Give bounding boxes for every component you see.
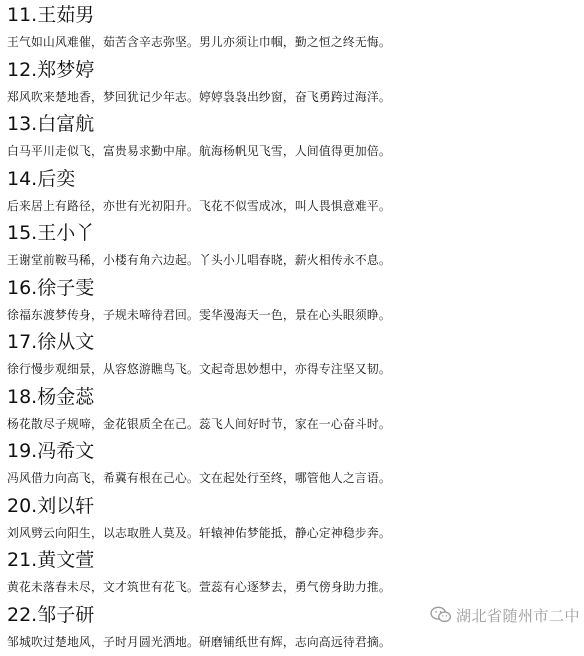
entry-heading	[7, 547, 582, 574]
watermark	[427, 604, 580, 626]
entry-number: 11.	[7, 4, 37, 26]
entry-name: 徐子雯	[37, 277, 94, 299]
entry-name: 黄文萱	[37, 549, 94, 571]
entry-number: 15.	[7, 222, 37, 244]
entry-name: 后奕	[37, 168, 75, 190]
entry-name: 邹子研	[37, 604, 94, 626]
watermark-text: 湖北省随州市二中	[456, 605, 580, 626]
poem-entry	[7, 384, 582, 439]
entry-heading	[7, 2, 582, 29]
entry-number: 22.	[7, 604, 37, 626]
entry-verse: 黄花未落春未尽，文才筑世有花飞。萱蕊有心逐梦去，勇气傍身助力推。	[7, 574, 582, 602]
entry-number: 19.	[7, 440, 37, 462]
poem-entry	[7, 275, 582, 330]
entry-heading	[7, 275, 582, 302]
entry-number: 16.	[7, 277, 37, 299]
poem-entry	[7, 547, 582, 602]
entry-verse: 王谢堂前鞍马稀，小楼有角六边起。丫头小儿唱春晓，薪火相传永不息。	[7, 247, 582, 275]
entry-number: 18.	[7, 386, 37, 408]
entry-verse: 冯风借力向高飞，希冀有根在己心。文在起处行至终，哪管他人之言语。	[7, 465, 582, 493]
poem-entry	[7, 2, 582, 57]
poem-entry	[7, 57, 582, 112]
entry-name: 刘以轩	[37, 495, 94, 517]
entry-heading	[7, 384, 582, 411]
entry-number: 13.	[7, 113, 37, 135]
entry-verse: 徐福东渡梦传身，子规未啼待君回。雯华漫海天一色，景在心头眼须睁。	[7, 302, 582, 330]
entry-heading	[7, 57, 582, 84]
entry-name: 郑梦婷	[37, 59, 94, 81]
entry-number: 14.	[7, 168, 37, 190]
poem-entry	[7, 493, 582, 548]
entry-number: 20.	[7, 495, 37, 517]
entry-name: 杨金蕊	[37, 386, 94, 408]
entry-verse: 白马平川走似飞，富贵易求勤中扉。航海杨帆见飞雪，人间值得更加倍。	[7, 138, 582, 166]
entry-name: 王小丫	[37, 222, 94, 244]
entry-verse: 郑风吹来楚地香，梦回犹记少年志。婷婷袅袅出纱窗，奋飞勇跨过海洋。	[7, 84, 582, 112]
entry-verse: 王气如山风难催，茹苦含辛志弥坚。男儿亦须让巾帼，勤之恒之终无悔。	[7, 29, 582, 57]
poem-entry	[7, 166, 582, 221]
entry-name: 冯希文	[37, 440, 94, 462]
poem-entry	[7, 111, 582, 166]
entry-verse: 徐行慢步观细景，从容悠游瞧鸟飞。文起奇思妙想中，亦得专注坚又韧。	[7, 356, 582, 384]
entry-heading	[7, 220, 582, 247]
poem-list	[7, 2, 582, 656]
entry-verse: 刘风劈云向阳生，以志取胜人莫及。轩辕神佑梦能抵，静心定神稳步奔。	[7, 520, 582, 548]
poem-entry	[7, 220, 582, 275]
entry-name: 徐从文	[37, 331, 94, 353]
entry-verse: 杨花散尽子规啼，金花银质全在己。蕊飞人间好时节，家在一心奋斗时。	[7, 411, 582, 439]
entry-heading	[7, 111, 582, 138]
entry-name: 白富航	[37, 113, 94, 135]
entry-verse: 后来居上有路径，亦世有光初阳升。飞花不似雪成冰，叫人畏惧意难平。	[7, 193, 582, 221]
entry-heading	[7, 329, 582, 356]
entry-heading	[7, 166, 582, 193]
entry-number: 17.	[7, 331, 37, 353]
poem-entry	[7, 329, 582, 384]
poem-entry	[7, 438, 582, 493]
entry-heading	[7, 493, 582, 520]
entry-number: 12.	[7, 59, 37, 81]
entry-name: 王茹男	[37, 4, 94, 26]
entry-verse: 邹城吹过楚地风，子时月圆光洒地。研磨铺纸世有辉，志向高远待君摘。	[7, 629, 582, 656]
entry-heading	[7, 438, 582, 465]
entry-number: 21.	[7, 549, 37, 571]
wechat-icon	[430, 606, 452, 624]
